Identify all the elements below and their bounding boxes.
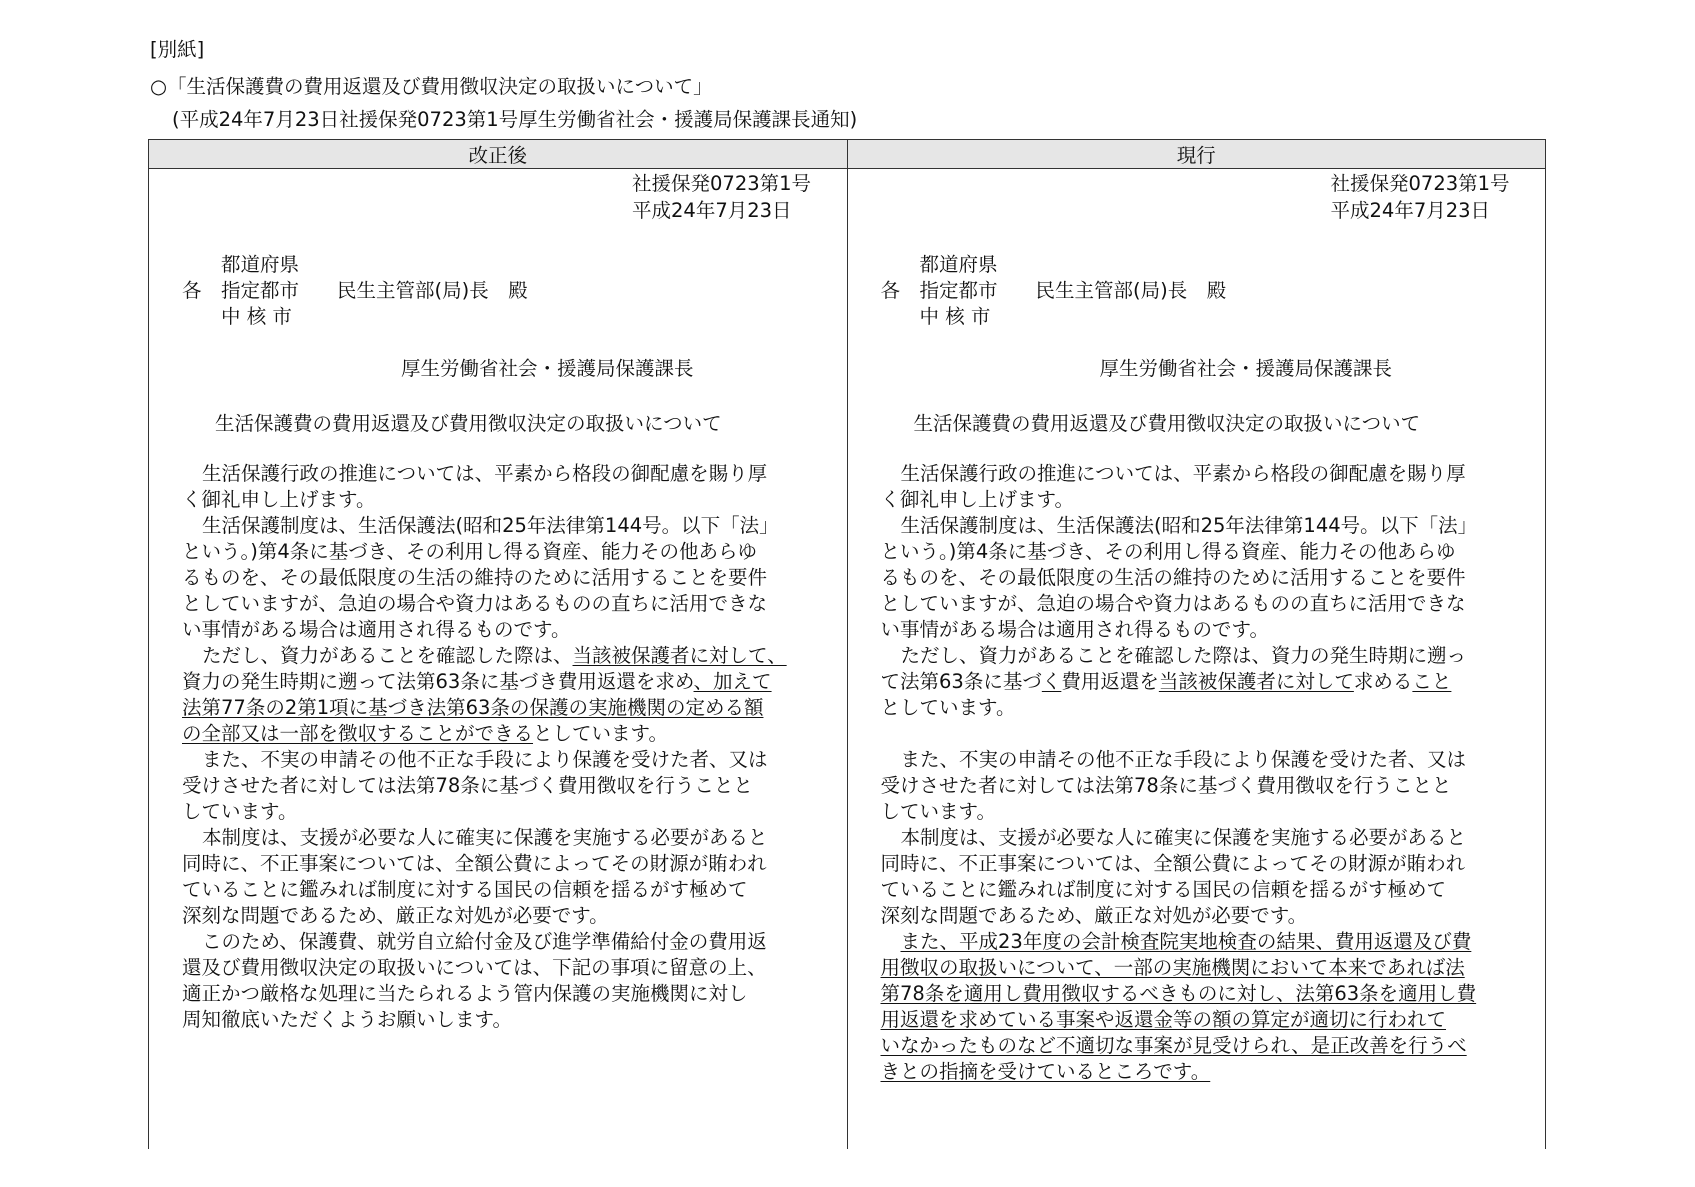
subject: 生活保護費の費用返還及び費用徴収決定の取扱いについて bbox=[215, 412, 722, 435]
text-span: としています。 bbox=[533, 722, 668, 745]
doc-date: 平成24年7月23日 bbox=[1330, 199, 1491, 222]
body-line: このため、保護費、就労自立給付金及び進学準備給付金の費用返 bbox=[202, 930, 767, 953]
body-line bbox=[202, 643, 787, 669]
body-line: く御礼申し上げます。 bbox=[880, 488, 1074, 511]
body-line: ていることに鑑みれば制度に対する国民の信頼を揺るがす極めて bbox=[880, 878, 1447, 901]
amended-text: いなかったものなど不適切な事案が見受けられ、是正改善を行うべ bbox=[880, 1034, 1467, 1057]
subject: 生活保護費の費用返還及び費用徴収決定の取扱いについて bbox=[913, 412, 1421, 435]
amended-text: 、加えて bbox=[693, 670, 772, 693]
amended-text: こと bbox=[1412, 670, 1452, 693]
body-line: るものを、その最低限度の生活の維持のために活用することを要件 bbox=[880, 566, 1466, 589]
body-line: るものを、その最低限度の生活の維持のために活用することを要件 bbox=[182, 566, 768, 589]
body-line: しています。 bbox=[880, 800, 996, 823]
amended-text: 法第77条の2第1項に基づき法第63条の保護の実施機関の定める額 bbox=[182, 696, 764, 719]
body-line bbox=[182, 721, 668, 747]
sender: 厚生労働省社会・援護局保護課長 bbox=[401, 357, 694, 380]
text-span: ただし、資力があることを確認した際は、 bbox=[202, 644, 573, 667]
addressee-recipient: 民生主管部(局)長 殿 bbox=[1035, 279, 1227, 302]
addressee-line: 指定都市 bbox=[221, 279, 300, 302]
addressee-recipient: 民生主管部(局)長 殿 bbox=[337, 279, 528, 302]
addressee-prefix: 各 bbox=[880, 279, 901, 302]
current-column bbox=[847, 169, 1546, 1150]
body-line: 適正かつ厳格な処理に当たられるよう管内保護の実施機関に対し bbox=[182, 982, 748, 1005]
body-line: としています。 bbox=[880, 696, 1016, 719]
body-line: ただし、資力があることを確認した際は、資力の発生時期に遡っ bbox=[900, 644, 1467, 667]
body-line: 同時に、不正事案については、全額公費によってその財源が賄われ bbox=[880, 852, 1466, 875]
comparison-table bbox=[148, 139, 1546, 1149]
body-line: また、不実の申請その他不正な手段により保護を受けた者、又は bbox=[202, 748, 768, 771]
body-line: しています。 bbox=[182, 800, 298, 823]
body-line: 生活保護行政の推進については、平素から格段の御配慮を賜り厚 bbox=[202, 462, 768, 485]
amended-text: の全部又は一部を徴収することができる bbox=[182, 722, 534, 745]
amended-text: また、平成23年度の会計検査院実地検査の結果、費用返還及び費 bbox=[900, 930, 1472, 953]
doc-number: 社援保発0723第1号 bbox=[632, 172, 812, 195]
addressee-line: 中 核 市 bbox=[919, 305, 991, 328]
body-line: としていますが、急迫の場合や資力はあるものの直ちに活用できな bbox=[880, 592, 1466, 615]
body-line: 受けさせた者に対しては法第78条に基づく費用徴収を行うことと bbox=[880, 774, 1452, 797]
amended-text: 当該被保護者に対して、 bbox=[572, 644, 787, 667]
body-line: 生活保護制度は、生活保護法(昭和25年法律第144号。以下「法」 bbox=[900, 514, 1478, 537]
column-header-current: 現行 bbox=[847, 140, 1546, 169]
body-line bbox=[182, 669, 772, 695]
body-line: 受けさせた者に対しては法第78条に基づく費用徴収を行うことと bbox=[182, 774, 753, 797]
body-line: 本制度は、支援が必要な人に確実に保護を実施する必要があると bbox=[900, 826, 1467, 849]
sender: 厚生労働省社会・援護局保護課長 bbox=[1099, 357, 1393, 380]
body-line: 同時に、不正事案については、全額公費によってその財源が賄われ bbox=[182, 852, 767, 875]
body-line: 周知徹底いただくようお願いします。 bbox=[182, 1008, 512, 1031]
addressee-line: 都道府県 bbox=[919, 253, 998, 276]
body-line bbox=[881, 669, 1452, 695]
body-line: としていますが、急迫の場合や資力はあるものの直ちに活用できな bbox=[182, 592, 768, 615]
body-line: 生活保護制度は、生活保護法(昭和25年法律第144号。以下「法」 bbox=[202, 514, 779, 537]
document-subtitle: (平成24年7月23日社援保発0723第1号厚生労働省社会・援護局保護課長通知) bbox=[172, 108, 858, 131]
body-line: という。)第4条に基づき、その利用し得る資産、能力その他あらゆ bbox=[880, 540, 1456, 563]
body-line: 還及び費用徴収決定の取扱いについては、下記の事項に留意の上、 bbox=[182, 956, 767, 979]
annex-label: [別紙] bbox=[150, 38, 205, 61]
doc-number: 社援保発0723第1号 bbox=[1330, 172, 1510, 195]
body-line: ていることに鑑みれば制度に対する国民の信頼を揺るがす極めて bbox=[182, 878, 748, 901]
body-line: く御礼申し上げます。 bbox=[182, 488, 376, 511]
body-line: という。)第4条に基づき、その利用し得る資産、能力その他あらゆ bbox=[182, 540, 757, 563]
body-line: い事情がある場合は適用され得るものです。 bbox=[880, 618, 1269, 641]
revised-column bbox=[149, 169, 848, 1150]
doc-date: 平成24年7月23日 bbox=[632, 199, 792, 222]
addressee-line: 指定都市 bbox=[919, 279, 998, 302]
body-line: 本制度は、支援が必要な人に確実に保護を実施する必要があると bbox=[202, 826, 768, 849]
amended-text: 用徴収の取扱いについて、一部の実施機関において本来であれば法 bbox=[880, 956, 1465, 979]
body-line: 生活保護行政の推進については、平素から格段の御配慮を賜り厚 bbox=[900, 462, 1466, 485]
text-span: 求める bbox=[1353, 670, 1413, 693]
addressee-line: 中 核 市 bbox=[221, 305, 292, 328]
amended-text: 当該被保護者に対して bbox=[1158, 670, 1354, 693]
addressee-prefix: 各 bbox=[182, 279, 202, 302]
amended-text: 用返還を求めている事案や返還金等の額の算定が適切に行われて bbox=[880, 1008, 1447, 1031]
column-header-revised: 改正後 bbox=[149, 140, 848, 169]
text-span: 費用返還を bbox=[1061, 670, 1159, 693]
text-span: て法第63条に基づ bbox=[880, 670, 1042, 693]
text-span: 資力の発生時期に遡って法第63条に基づき費用返還を求め bbox=[182, 670, 694, 693]
body-line: また、不実の申請その他不正な手段により保護を受けた者、又は bbox=[900, 748, 1467, 771]
document-title: ○「生活保護費の費用返還及び費用徴収決定の取扱いについて」 bbox=[150, 75, 713, 98]
amended-text: きとの指摘を受けているところです。 bbox=[880, 1060, 1211, 1083]
amended-text: 第78条を適用し費用徴収するべきものに対し、法第63条を適用し費 bbox=[880, 982, 1477, 1005]
body-line: い事情がある場合は適用され得るものです。 bbox=[182, 618, 571, 641]
body-line: 深刻な問題であるため、厳正な対処が必要です。 bbox=[880, 904, 1308, 927]
amended-text: く bbox=[1041, 670, 1062, 693]
body-line: 深刻な問題であるため、厳正な対処が必要です。 bbox=[182, 904, 609, 927]
addressee-line: 都道府県 bbox=[221, 253, 300, 276]
